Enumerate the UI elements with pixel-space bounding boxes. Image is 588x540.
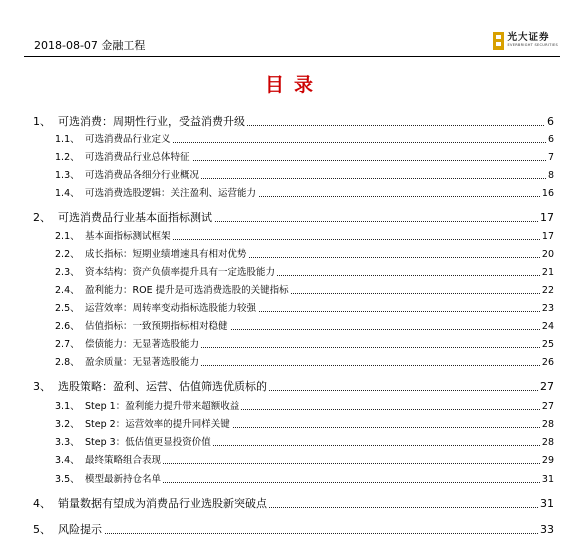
toc-entry-title: Step 2：运营效率的提升同样关键: [85, 419, 230, 430]
toc-page-number: 6: [547, 115, 554, 128]
toc-entry-title: 运营效率：周转率变动指标选股能力较强: [85, 303, 257, 314]
toc-entry-number: 1、: [33, 115, 51, 128]
company-logo: [493, 32, 558, 52]
toc-page-number: 16: [541, 188, 554, 199]
toc-page-number: 8: [547, 170, 554, 181]
toc-entry-number: 2.2、: [55, 249, 80, 260]
toc-page-number: 27: [540, 380, 554, 393]
toc-entry-title: 可选消费品行业基本面指标测试: [58, 211, 212, 224]
page-header: [24, 30, 560, 57]
toc-entry-number: 3.3、: [55, 437, 80, 448]
toc-page-number: 17: [540, 211, 554, 224]
toc-section-entry[interactable]: [0, 454, 588, 471]
toc-entry-number: 2.3、: [55, 267, 80, 278]
toc-section-entry[interactable]: [0, 400, 588, 417]
toc-page-number: 7: [547, 152, 554, 163]
toc-entry-number: 3.2、: [55, 419, 80, 430]
toc-section-entry[interactable]: [0, 473, 588, 490]
toc-section-entry[interactable]: [0, 266, 588, 283]
toc-dot-leader: [58, 533, 546, 534]
toc-page-number: 28: [541, 419, 554, 430]
toc-entry-number: 4、: [33, 497, 51, 510]
toc-section-entry[interactable]: [0, 230, 588, 247]
toc-page-number: 28: [541, 437, 554, 448]
toc-entry-number: 3.5、: [55, 474, 80, 485]
toc-entry-number: 5、: [33, 523, 51, 536]
toc-entry-title: Step 1：盈利能力提升带来超额收益: [85, 401, 240, 412]
toc-section-entry[interactable]: [0, 356, 588, 373]
toc-page-number: 21: [541, 267, 554, 278]
toc-entry-title: 可选消费：周期性行业，受益消费升级: [58, 115, 245, 128]
toc-section-entry[interactable]: [0, 302, 588, 319]
toc-page-number: 31: [541, 474, 554, 485]
toc-chapter-entry[interactable]: [0, 497, 588, 514]
logo-chinese-name: 光大证券: [507, 32, 550, 43]
toc-section-entry[interactable]: [0, 248, 588, 265]
toc-page-number: 23: [541, 303, 554, 314]
toc-page-number: 27: [541, 401, 554, 412]
toc-chapter-entry[interactable]: [0, 523, 588, 540]
toc-entry-number: 3.4、: [55, 455, 80, 466]
toc-entry-title: 可选消费品行业总体特征: [85, 152, 190, 163]
toc-chapter-entry[interactable]: [0, 380, 588, 397]
toc-page-number: 24: [541, 321, 554, 332]
toc-entry-number: 1.2、: [55, 152, 80, 163]
toc-chapter-entry[interactable]: [0, 211, 588, 228]
toc-page-number: 17: [541, 231, 554, 242]
logo-english-name: EVERBRIGHT SECURITIES: [507, 43, 558, 47]
toc-entry-number: 2.8、: [55, 357, 80, 368]
toc-entry-title: 基本面指标测试框架: [85, 231, 171, 242]
toc-entry-title: 可选消费品各细分行业概况: [85, 170, 200, 181]
toc-section-entry[interactable]: [0, 320, 588, 337]
toc-section-entry[interactable]: [0, 187, 588, 204]
toc-entry-number: 3.1、: [55, 401, 80, 412]
toc-page-number: 31: [540, 497, 554, 510]
toc-entry-title: 销量数据有望成为消费品行业选股新突破点: [58, 497, 267, 510]
toc-section-entry[interactable]: [0, 169, 588, 186]
toc-page-number: 33: [540, 523, 554, 536]
toc-entry-title: 选股策略：盈利、运营、估值筛选优质标的: [58, 380, 267, 393]
toc-entry-title: 最终策略组合表现: [85, 455, 162, 466]
toc-entry-title: 模型最新持仓名单: [85, 474, 162, 485]
toc-entry-title: 估值指标：一致预期指标相对稳健: [85, 321, 228, 332]
toc-entry-number: 2.5、: [55, 303, 80, 314]
toc-entry-title: 资本结构：资产负债率提升具有一定选股能力: [85, 267, 276, 278]
toc-entry-number: 2.7、: [55, 339, 80, 350]
toc-section-entry[interactable]: [0, 133, 588, 150]
toc-entry-title: 可选消费选股逻辑：关注盈利、运营能力: [85, 188, 257, 199]
header-date-and-section: 2018-08-07 金融工程: [34, 39, 146, 52]
toc-entry-number: 2.4、: [55, 285, 80, 296]
toc-entry-number: 2.6、: [55, 321, 80, 332]
toc-page-number: 6: [547, 134, 554, 145]
toc-page-number: 22: [541, 285, 554, 296]
toc-entry-title: 成长指标：短期业绩增速具有相对优势: [85, 249, 247, 260]
toc-chapter-entry[interactable]: [0, 115, 588, 132]
toc-entry-title: 风险提示: [58, 523, 102, 536]
toc-page-number: 29: [541, 455, 554, 466]
toc-page-number: 20: [541, 249, 554, 260]
logo-mark-icon: [493, 32, 504, 50]
toc-section-entry[interactable]: [0, 151, 588, 168]
toc-section-entry[interactable]: [0, 418, 588, 435]
toc-page-number: 26: [541, 357, 554, 368]
toc-section-entry[interactable]: [0, 436, 588, 453]
toc-entry-title: Step 3：低估值更显投资价值: [85, 437, 211, 448]
toc-entry-title: 可选消费品行业定义: [85, 134, 171, 145]
toc-entry-number: 1.1、: [55, 134, 80, 145]
toc-page-number: 25: [541, 339, 554, 350]
toc-entry-number: 1.4、: [55, 188, 80, 199]
toc-section-entry[interactable]: [0, 284, 588, 301]
toc-entry-number: 3、: [33, 380, 51, 393]
toc-entry-title: 盈利能力：ROE 提升是可选消费选股的关键指标: [85, 285, 289, 296]
toc-section-entry[interactable]: [0, 338, 588, 355]
toc-entry-title: 盈余质量：无显著选股能力: [85, 357, 200, 368]
toc-entry-number: 1.3、: [55, 170, 80, 181]
logo-text: [507, 32, 558, 48]
toc-title: 目录: [264, 74, 323, 96]
toc-entry-title: 偿债能力：无显著选股能力: [85, 339, 200, 350]
toc-entry-number: 2.1、: [55, 231, 80, 242]
toc-entry-number: 2、: [33, 211, 51, 224]
